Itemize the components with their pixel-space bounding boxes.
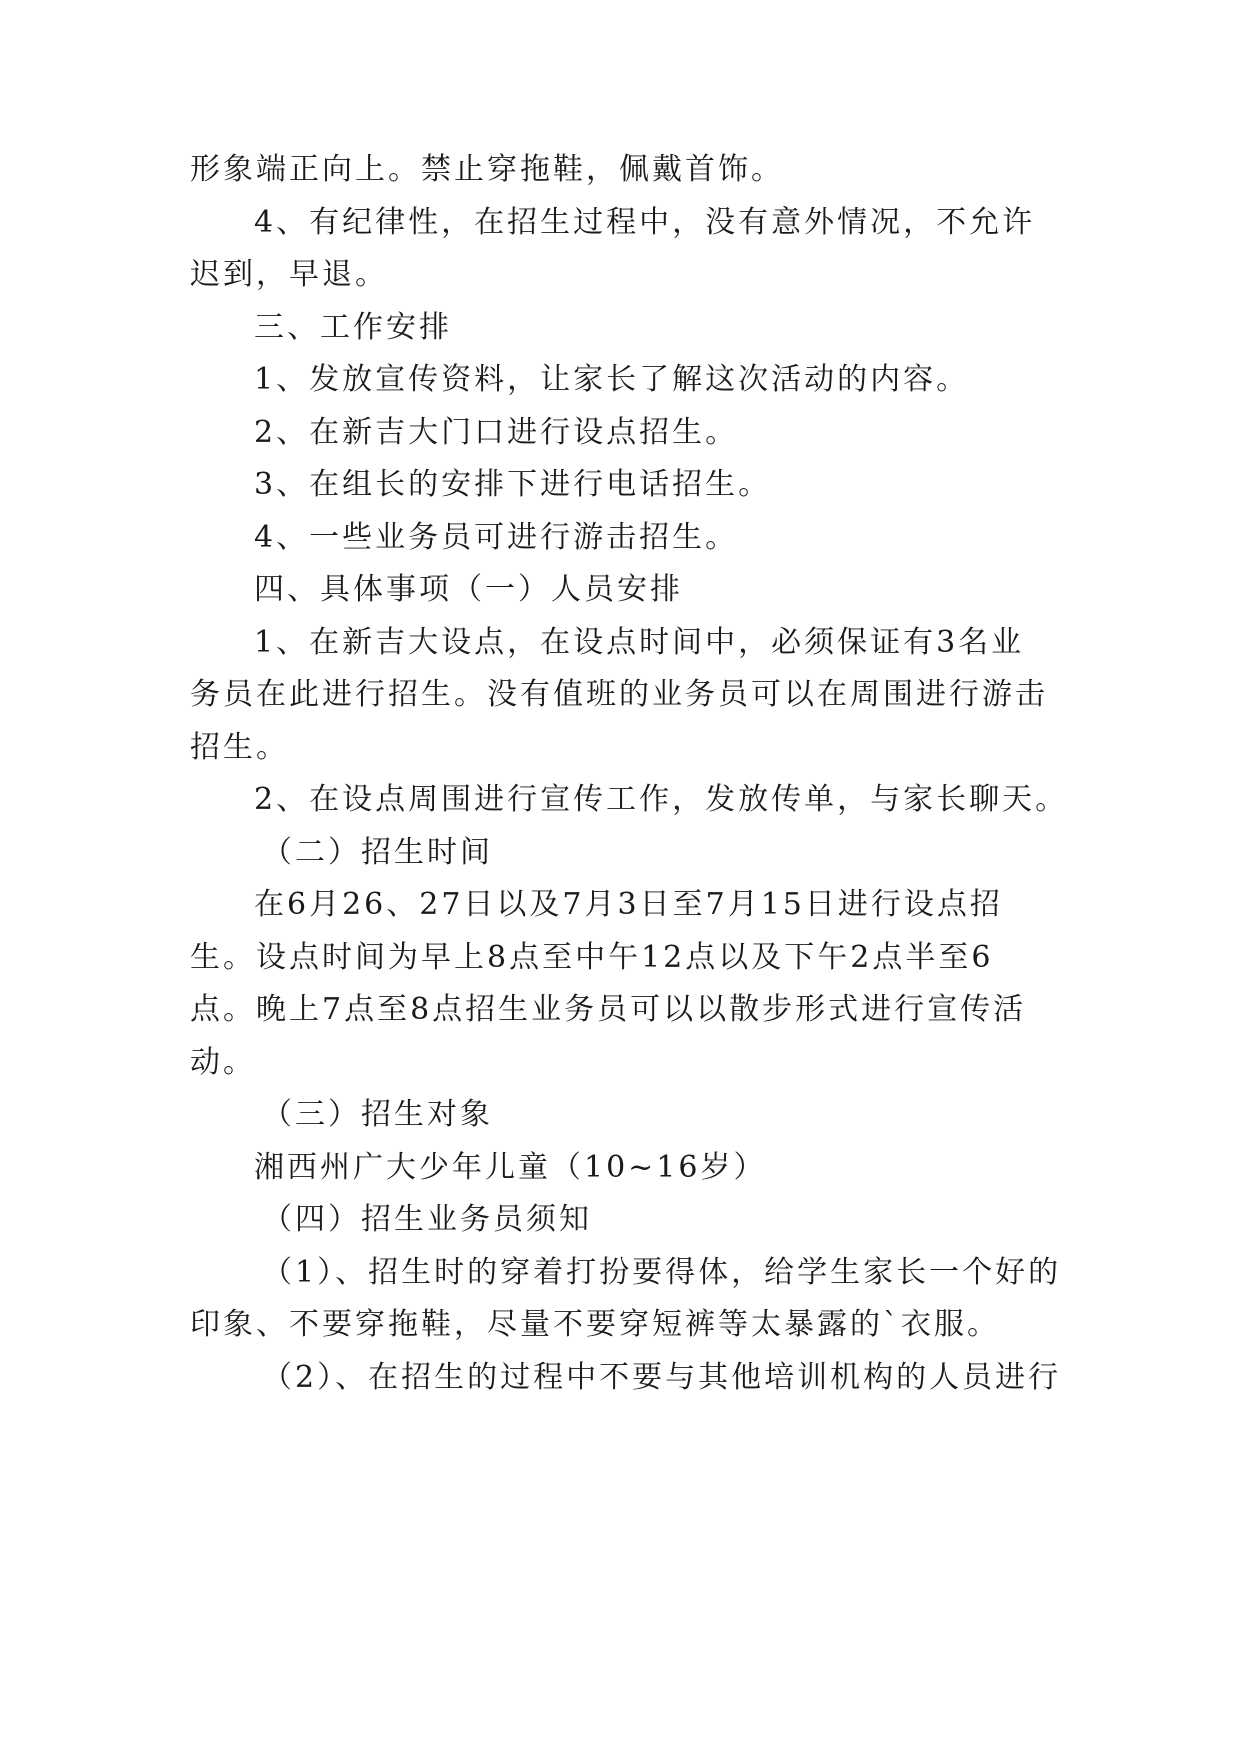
text-line: 4、有纪律性，在招生过程中，没有意外情况，不允许: [254, 205, 1036, 240]
text-line: （2）、在招生的过程中不要与其他培训机构的人员进行: [262, 1360, 1062, 1395]
subsection-heading: （三）招生对象: [262, 1097, 493, 1132]
subsection-heading: （二）招生时间: [262, 835, 493, 870]
text-line: 1、发放宣传资料，让家长了解这次活动的内容。: [254, 362, 970, 397]
text-line: 点。晚上7点至8点招生业务员可以以散步形式进行宣传活: [190, 992, 1027, 1027]
text-line: 印象、不要穿拖鞋，尽量不要穿短裤等太暴露的`衣服。: [190, 1307, 1000, 1342]
section-heading: 四、具体事项（一）人员安排: [254, 572, 683, 607]
text-line: 形象端正向上。禁止穿拖鞋，佩戴首饰。: [190, 152, 784, 187]
text-line: 湘西州广大少年儿童（10~16岁）: [254, 1150, 767, 1185]
text-line: 招生。: [190, 730, 289, 765]
text-line: 动。: [190, 1045, 256, 1080]
text-line: 2、在设点周围进行宣传工作，发放传单，与家长聊天。: [254, 782, 1069, 817]
text-line: 2、在新吉大门口进行设点招生。: [254, 415, 739, 450]
text-line: 4、一些业务员可进行游击招生。: [254, 520, 739, 555]
text-line: 务员在此进行招生。没有值班的业务员可以在周围进行游击: [190, 677, 1048, 712]
section-heading: 三、工作安排: [254, 310, 452, 345]
text-line: 在6月26、27日以及7月3日至7月15日进行设点招: [254, 887, 1003, 922]
subsection-heading: （四）招生业务员须知: [262, 1202, 592, 1237]
text-line: 1、在新吉大设点，在设点时间中，必须保证有3名业: [254, 625, 1025, 660]
text-line: （1）、招生时的穿着打扮要得体，给学生家长一个好的: [262, 1255, 1062, 1290]
text-line: 生。设点时间为早上8点至中午12点以及下午2点半至6: [190, 940, 994, 975]
text-line: 3、在组长的安排下进行电话招生。: [254, 467, 772, 502]
text-line: 迟到，早退。: [190, 257, 388, 292]
